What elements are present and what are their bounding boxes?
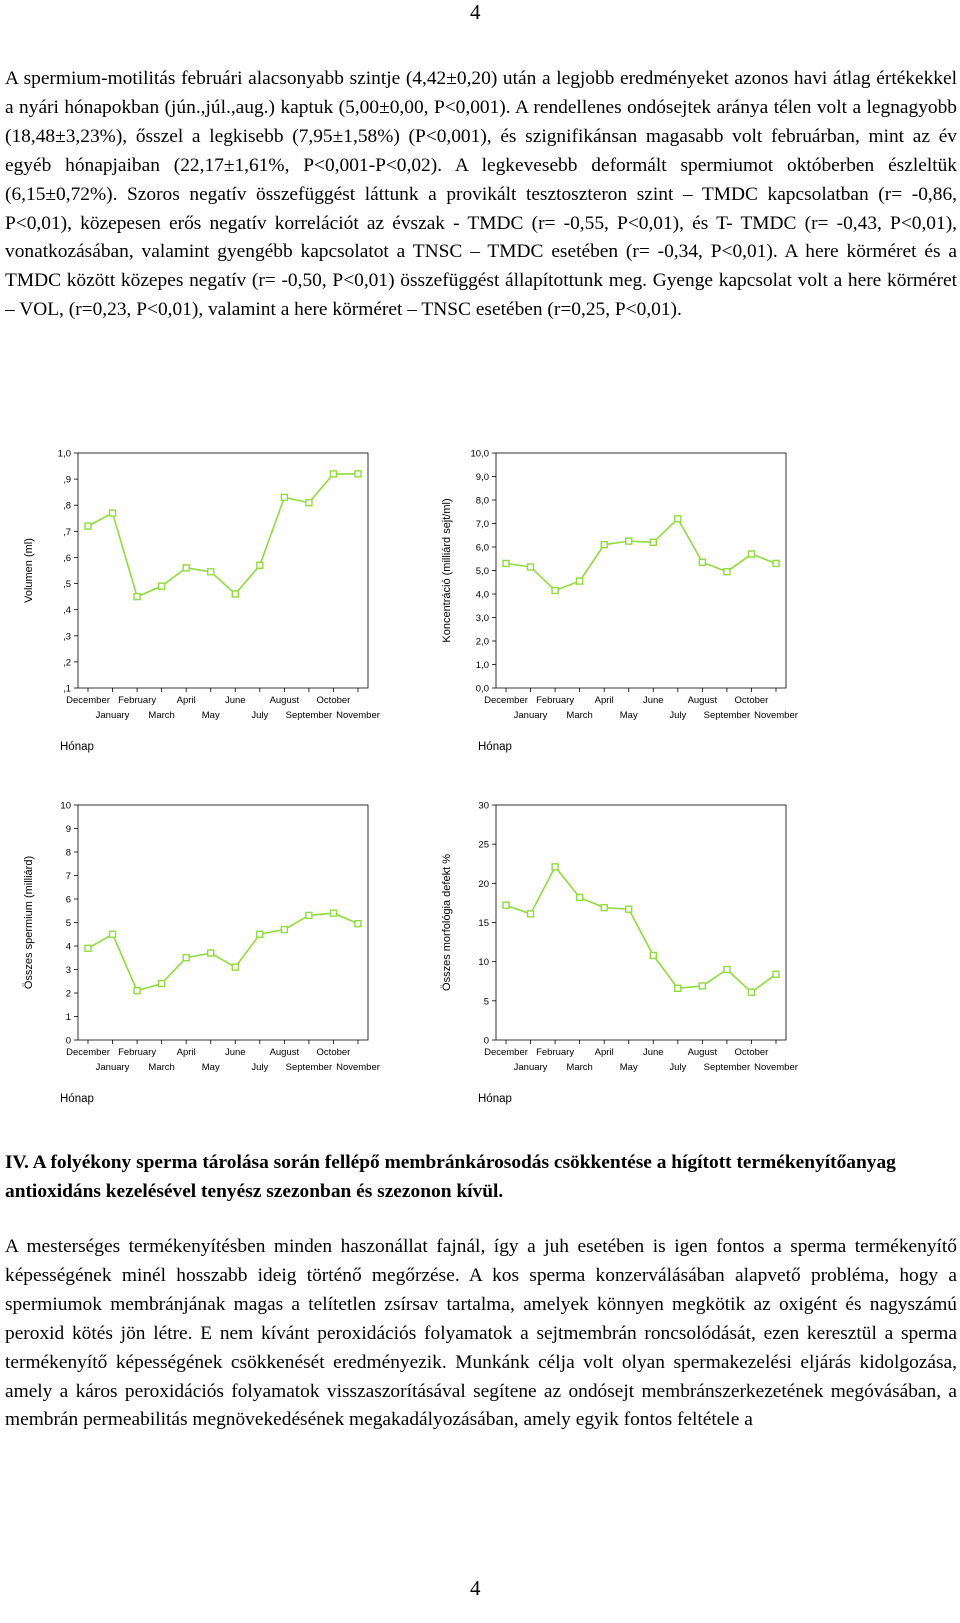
data-point xyxy=(257,931,263,937)
results-paragraph: A spermium-motilitás februári alacsonyabb szintje (4,42±0,20) után a legjobb eredményeket azonos havi átlag értékekkel a nyári hónapokban (jún.,júl.,aug.) kaptuk (5,00±0,00, P<0,001). A rendellenes ondósejtek aránya télen volt a legnagyobb (18,48±3,23%), ősszel a legkisebb (7,95±1,58%) (P<0,001), és szignifikánsan magasabb volt februárban, mint az év egyéb hónapjaiban (22,17±1,61%, P<0,001-P<0,02). A legkevesebb deformált spermiumot októberben észleltük (6,15±0,72%). Szoros negatív összefüggést láttunk a provikált tesztoszteron szint – TMDC kapcsolatban (r= -0,86, P<0,01), közepesen erős negatív korrelációt az évszak - TMDC (r= -0,55, P<0,01), és T- TMDC (r= -0,43, P<0,01), vonatkozásában, valamint gyengébb kapcsolatot a TNSC – TMDC esetében (r= -0,34, P<0,01). A here körméret és a TMDC között közepes negatív (r= -0,50, P<0,01) összefüggést állapítottunk meg. Gyenge kapcsolat volt a here körméret – VOL, (r=0,23, P<0,01), valamint a here körméret – TNSC esetében (r=0,25, P<0,01). xyxy=(5,68,957,321)
y-tick-label: ,9 xyxy=(63,474,71,486)
data-point xyxy=(748,551,754,557)
series-line xyxy=(506,867,776,992)
data-point xyxy=(110,931,116,937)
x-tick-label: April xyxy=(176,1047,196,1058)
x-tick-label: January xyxy=(513,1062,548,1073)
x-tick-label: November xyxy=(754,1062,798,1073)
y-tick-label: 9 xyxy=(65,824,71,835)
plot-frame xyxy=(496,453,786,688)
chart-concentration xyxy=(428,445,868,765)
x-tick-label: April xyxy=(176,695,196,706)
data-point xyxy=(675,985,681,991)
data-point xyxy=(232,591,238,597)
data-point xyxy=(601,542,607,548)
data-point xyxy=(110,510,116,516)
data-point xyxy=(134,988,140,994)
plot-frame xyxy=(496,805,786,1040)
chart-total-sperm xyxy=(10,797,450,1117)
y-tick-label: 1 xyxy=(65,1012,71,1023)
x-tick-label: March xyxy=(148,1062,175,1073)
y-tick-label: ,1 xyxy=(63,683,71,695)
data-point xyxy=(552,587,558,593)
x-tick-label: January xyxy=(95,1062,130,1073)
data-point xyxy=(503,560,509,566)
x-axis-label: Hónap xyxy=(478,1093,512,1105)
y-tick-label: ,5 xyxy=(63,579,71,591)
y-tick-label: 8,0 xyxy=(475,495,489,507)
y-tick-label: 2,0 xyxy=(475,636,489,648)
data-point xyxy=(601,905,607,911)
chart-volume xyxy=(10,445,450,765)
x-tick-label: December xyxy=(66,695,110,706)
x-tick-label: May xyxy=(201,1062,220,1073)
y-tick-label: 15 xyxy=(478,918,489,929)
data-point xyxy=(577,894,583,900)
y-tick-label: 0 xyxy=(483,1035,489,1047)
y-tick-label: 7,0 xyxy=(475,519,489,530)
data-point xyxy=(355,471,361,477)
data-point xyxy=(134,594,140,600)
x-tick-label: November xyxy=(754,710,798,721)
page-number-top: 4 xyxy=(470,0,481,24)
plot-frame xyxy=(78,453,368,688)
y-axis-label: Volumen (ml) xyxy=(23,538,35,603)
x-tick-label: August xyxy=(687,1047,718,1058)
data-point xyxy=(528,911,534,917)
y-tick-label: 2 xyxy=(65,988,71,1000)
data-point xyxy=(552,864,558,870)
y-tick-label: 3,0 xyxy=(475,613,489,624)
data-point xyxy=(208,950,214,956)
y-tick-label: ,3 xyxy=(63,631,71,643)
data-point xyxy=(773,560,779,566)
x-tick-label: December xyxy=(484,695,528,706)
section-heading: IV. A folyékony sperma tárolása során fellépő membránkárosodás csökkentése a hígított termékenyítőanyag antioxidáns kezelésével tenyész szezonban és szezonon kívül. xyxy=(5,1152,896,1202)
x-axis-label: Hónap xyxy=(60,1093,94,1105)
chart-morphology-defect xyxy=(428,797,868,1117)
data-point xyxy=(257,562,263,568)
y-tick-label: 0,0 xyxy=(475,683,489,695)
data-point xyxy=(675,516,681,522)
y-tick-label: 8 xyxy=(65,847,71,859)
data-point xyxy=(626,538,632,544)
x-tick-label: December xyxy=(66,1047,110,1058)
plot-frame xyxy=(78,805,368,1040)
data-point xyxy=(208,569,214,575)
x-tick-label: May xyxy=(201,710,220,721)
x-tick-label: August xyxy=(269,1047,300,1058)
y-axis-label: Koncentráció (milliárd sejt/ml) xyxy=(441,498,453,643)
y-tick-label: ,2 xyxy=(63,657,71,669)
data-point xyxy=(159,583,165,589)
x-tick-label: March xyxy=(566,710,593,721)
data-point xyxy=(528,564,534,570)
data-point xyxy=(306,912,312,918)
data-point xyxy=(724,967,730,973)
data-point xyxy=(748,989,754,995)
y-tick-label: ,4 xyxy=(63,605,71,617)
data-point xyxy=(724,569,730,575)
y-tick-label: 10 xyxy=(478,957,489,969)
x-tick-label: September xyxy=(703,710,751,721)
data-point xyxy=(773,971,779,977)
data-point xyxy=(183,565,189,571)
data-point xyxy=(183,955,189,961)
y-tick-label: ,8 xyxy=(63,500,71,512)
x-tick-label: October xyxy=(316,1047,351,1058)
x-tick-label: October xyxy=(734,1047,769,1058)
series-line xyxy=(88,913,358,991)
x-tick-label: February xyxy=(536,695,575,706)
y-tick-label: 10 xyxy=(60,800,71,812)
x-tick-label: September xyxy=(285,1062,333,1073)
data-point xyxy=(330,910,336,916)
x-tick-label: June xyxy=(642,695,664,706)
data-point xyxy=(699,559,705,565)
x-axis-label: Hónap xyxy=(60,741,94,753)
x-tick-label: September xyxy=(703,1062,751,1073)
x-tick-label: July xyxy=(251,1062,269,1073)
x-tick-label: September xyxy=(285,710,333,721)
y-tick-label: 5,0 xyxy=(475,566,489,577)
y-tick-label: ,6 xyxy=(63,552,71,564)
x-tick-label: June xyxy=(224,1047,246,1058)
x-tick-label: June xyxy=(224,695,246,706)
data-point xyxy=(577,578,583,584)
intro-paragraph: A mesterséges termékenyítésben minden haszonállat fajnál, így a juh esetében is igen fontos a sperma termékenyítő képességének minél hosszabb ideig történő megőrzése. A kos sperma konzerválásában alapvető probléma, hogy a spermiumok membránjának magas a telítetlen zsírsav tartalma, amelyek könnyen megkötik az oxigént és nagyszámú peroxid kötés jön létre. E nem kívánt peroxidációs folyamatok a sejtmembrán roncsolódását, ezen keresztül a sperma termékenyítő képességének csökkenését eredményezik. Munkánk célja volt olyan spermakezelési eljárás kidolgozása, amely a káros peroxidációs folyamatok visszaszorításával segítene az ondósejt membránszerkezetének megóvásában, a membrán permeabilitás megnövekedésének megakadályozásában, amely egyik fontos feltétele a xyxy=(5,1236,957,1431)
x-tick-label: August xyxy=(687,695,718,706)
y-tick-label: 1,0 xyxy=(57,448,71,460)
y-tick-label: 10,0 xyxy=(470,448,489,460)
data-point xyxy=(85,945,91,951)
x-tick-label: December xyxy=(484,1047,528,1058)
x-tick-label: July xyxy=(251,710,269,721)
y-tick-label: 4 xyxy=(65,941,71,953)
y-tick-label: 6,0 xyxy=(475,542,489,554)
data-point xyxy=(650,539,656,545)
x-tick-label: January xyxy=(513,710,548,721)
y-tick-label: 3 xyxy=(65,965,71,976)
x-tick-label: October xyxy=(316,695,351,706)
y-tick-label: 25 xyxy=(478,839,489,851)
x-tick-label: February xyxy=(118,1047,157,1058)
x-tick-label: November xyxy=(336,710,380,721)
x-tick-label: October xyxy=(734,695,769,706)
x-axis-label: Hónap xyxy=(478,741,512,753)
x-tick-label: March xyxy=(566,1062,593,1073)
y-tick-label: 30 xyxy=(478,800,489,812)
x-tick-label: July xyxy=(669,1062,687,1073)
data-point xyxy=(159,981,165,987)
x-tick-label: November xyxy=(336,1062,380,1073)
data-point xyxy=(330,471,336,477)
y-tick-label: 5 xyxy=(65,918,71,929)
x-tick-label: May xyxy=(619,1062,638,1073)
x-tick-label: April xyxy=(594,695,614,706)
data-point xyxy=(281,494,287,500)
x-tick-label: April xyxy=(594,1047,614,1058)
data-point xyxy=(306,500,312,506)
y-axis-label: Összes spermium (milliárd) xyxy=(23,855,35,990)
y-tick-label: 6 xyxy=(65,894,71,906)
page-number-bottom: 4 xyxy=(470,1576,481,1600)
data-point xyxy=(281,927,287,933)
y-tick-label: 20 xyxy=(478,878,489,890)
y-tick-label: 0 xyxy=(65,1035,71,1047)
y-tick-label: 5 xyxy=(483,996,489,1008)
x-tick-label: March xyxy=(148,710,175,721)
x-tick-label: August xyxy=(269,695,300,706)
data-point xyxy=(355,921,361,927)
data-point xyxy=(503,902,509,908)
x-tick-label: January xyxy=(95,710,130,721)
x-tick-label: February xyxy=(536,1047,575,1058)
y-tick-label: 4,0 xyxy=(475,589,489,601)
y-tick-label: 7 xyxy=(65,871,71,882)
data-point xyxy=(650,952,656,958)
y-axis-label: Összes morfológia defekt % xyxy=(441,854,453,991)
x-tick-label: June xyxy=(642,1047,664,1058)
data-point xyxy=(699,983,705,989)
data-point xyxy=(626,906,632,912)
x-tick-label: February xyxy=(118,695,157,706)
data-point xyxy=(85,523,91,529)
x-tick-label: July xyxy=(669,710,687,721)
series-line xyxy=(88,474,358,597)
data-point xyxy=(232,964,238,970)
y-tick-label: ,7 xyxy=(63,526,71,538)
y-tick-label: 1,0 xyxy=(475,660,489,671)
y-tick-label: 9,0 xyxy=(475,472,489,483)
x-tick-label: May xyxy=(619,710,638,721)
series-line xyxy=(506,519,776,591)
